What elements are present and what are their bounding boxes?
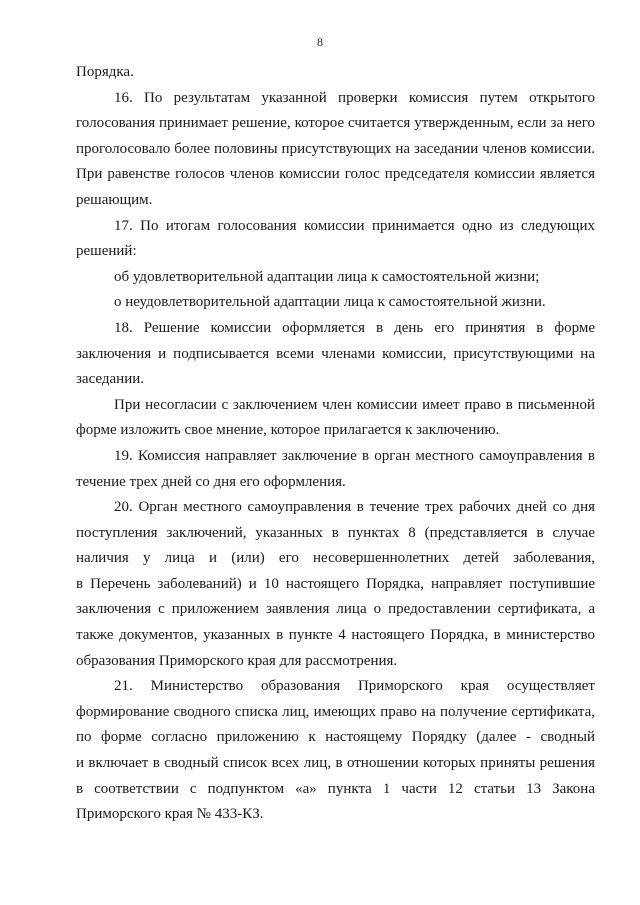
text-line: в соответствии с подпунктом «а» пункта 1 части 12 статьи 13 Закона: [76, 780, 595, 797]
page-number: 8: [317, 35, 323, 49]
text-line: заседании.: [76, 371, 145, 388]
text-line: 16. По результатам указанной проверки комиссия путем открытого: [114, 89, 595, 106]
text-line: Порядка.: [76, 64, 134, 80]
text-line: решающим.: [76, 191, 153, 208]
text-line: 19. Комиссия направляет заключение в орган местного самоуправления в: [114, 447, 595, 464]
text-line: 20. Орган местного самоуправления в течение трех рабочих дней со дня: [114, 499, 595, 516]
text-line: поступления заключений, указанных в пунктах 8 (представляется в случае: [76, 524, 595, 541]
text-line: 21. Министерство образования Приморского края осуществляет: [114, 678, 595, 695]
text-line: о неудовлетворительной адаптации лица к самостоятельной жизни.: [114, 294, 546, 311]
text-line: голосования принимает решение, которое считается утвержденным, если за него: [76, 115, 595, 132]
text-line: и включает в сводный список всех лиц, в отношении которых приняты решения: [76, 755, 595, 772]
text-line: проголосовало более половины присутствующих на заседании членов комиссии.: [76, 140, 595, 157]
text-line: в Перечень заболеваний) и 10 настоящего Порядка, направляет поступившие: [76, 575, 595, 592]
text-line: заключения с приложением заявления лица о предоставлении сертификата, а: [76, 601, 595, 618]
text-line: При несогласии с заключением член комиссии имеет право в письменной: [114, 396, 595, 413]
text-line: течение трех дней со дня его оформления.: [76, 473, 346, 490]
document-body: [76, 60, 595, 828]
text-line: При равенстве голосов членов комиссии голос председателя комиссии является: [76, 166, 595, 183]
text-line: также документов, указанных в пункте 4 настоящего Порядка, в министерство: [76, 627, 595, 644]
text-line: 18. Решение комиссии оформляется в день его принятия в форме: [114, 319, 595, 336]
text-line: Приморского края № 433-КЗ.: [76, 806, 264, 823]
text-line: об удовлетворительной адаптации лица к самостоятельной жизни;: [114, 268, 540, 285]
text-line: наличия у лица и (или) его несовершеннолетних детей заболевания,: [76, 550, 595, 567]
text-line: форме изложить свое мнение, которое прилагается к заключению.: [76, 422, 500, 439]
text-line: заключения и подписывается всеми членами комиссии, присутствующими на: [76, 345, 595, 362]
text-line: формирование сводного списка лиц, имеющих право на получение сертификата,: [76, 703, 595, 720]
text-line: по форме согласно приложению к настоящему Порядку (далее - сводный: [76, 729, 595, 746]
text-line: решений:: [76, 243, 137, 260]
text-line: образования Приморского края для рассмотрения.: [76, 652, 398, 669]
text-line: 17. По итогам голосования комиссии принимается одно из следующих: [114, 217, 595, 234]
